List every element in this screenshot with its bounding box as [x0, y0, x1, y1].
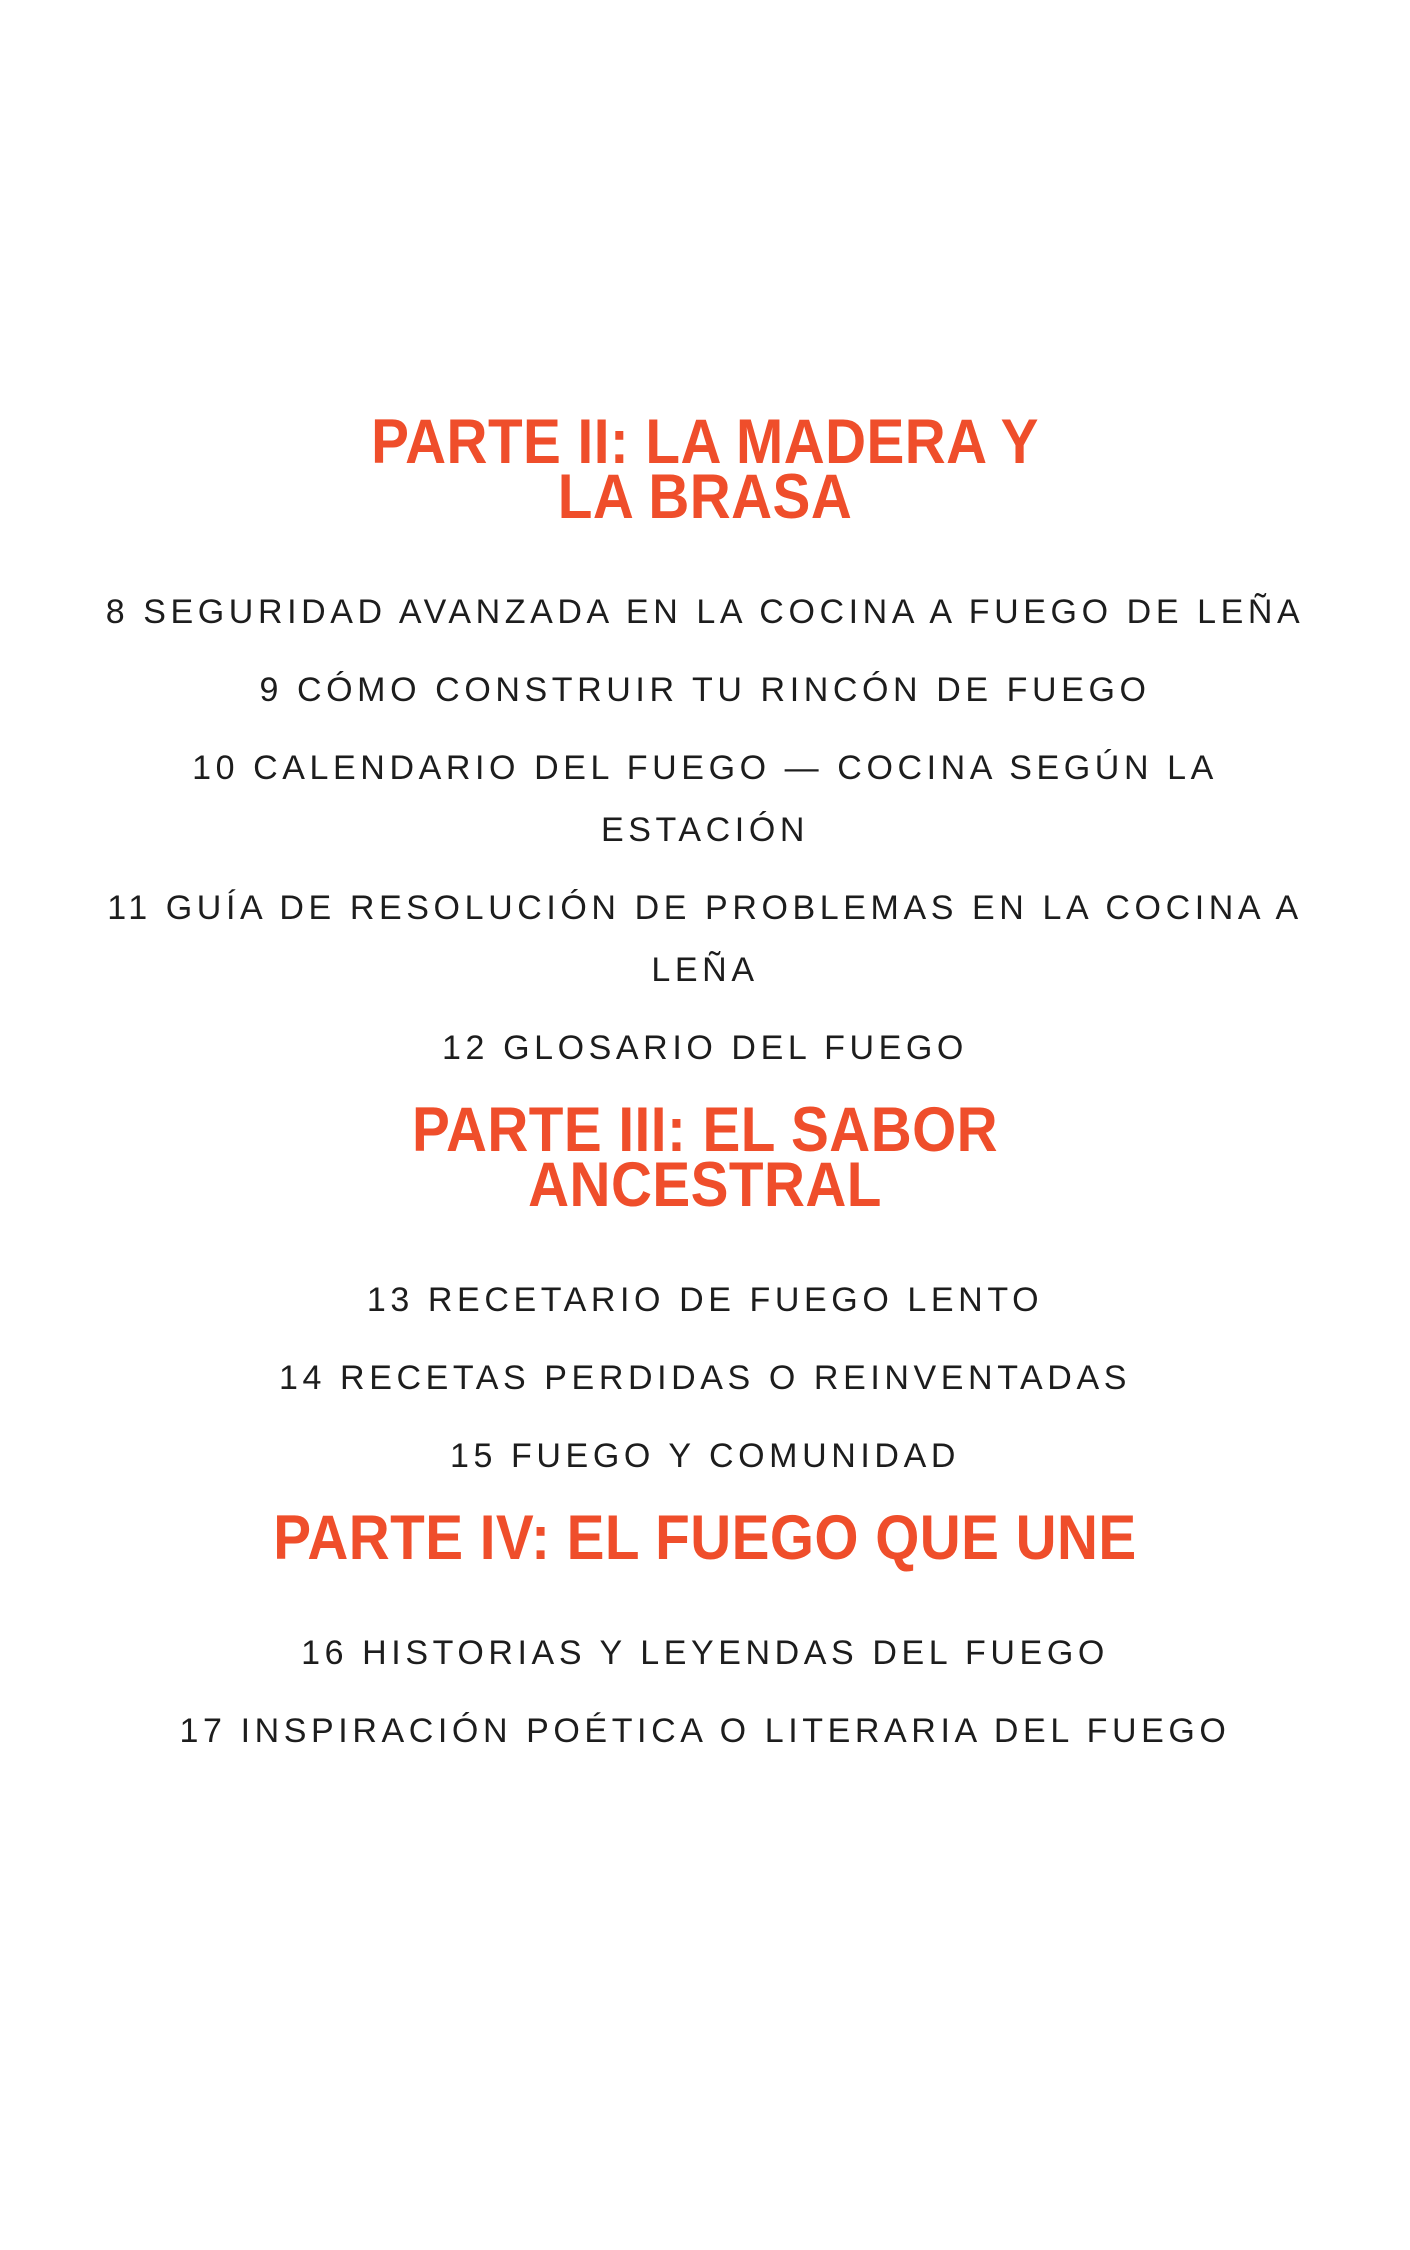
part-heading [71, 1095, 1340, 1220]
part-heading-line: ANCESTRAL [528, 1150, 882, 1220]
toc-item-line: 17 INSPIRACIÓN POÉTICA O LITERARIA DEL FUEGO [179, 1712, 1231, 1750]
toc-item [0, 877, 1410, 1001]
part-heading-line: PARTE IV: EL FUEGO QUE UNE [273, 1503, 1137, 1573]
toc-item [0, 1347, 1410, 1409]
part-heading-line: PARTE III: EL SABOR [411, 1095, 999, 1165]
toc-item-line: 8 SEGURIDAD AVANZADA EN LA COCINA A FUEGO DE LEÑA [105, 593, 1305, 631]
part-heading [71, 407, 1340, 532]
toc-item-line: 9 CÓMO CONSTRUIR TU RINCÓN DE FUEGO [259, 671, 1151, 709]
toc-item [0, 659, 1410, 721]
toc-item [0, 1622, 1410, 1684]
toc-item [0, 1700, 1410, 1762]
part-heading-line: LA BRASA [557, 462, 853, 532]
toc-item [0, 581, 1410, 643]
toc-item [0, 1425, 1410, 1487]
toc-item-line: 12 GLOSARIO DEL FUEGO [442, 1029, 968, 1067]
toc-item-line: 16 HISTORIAS Y LEYENDAS DEL FUEGO [301, 1634, 1109, 1672]
toc-item-line: LEÑA [651, 951, 759, 989]
toc-item [0, 1269, 1410, 1331]
toc-item-line: 15 FUEGO Y COMUNIDAD [450, 1437, 960, 1475]
toc-item-line: 10 CALENDARIO DEL FUEGO — COCINA SEGÚN LA [192, 749, 1218, 787]
toc-item-line: 13 RECETARIO DE FUEGO LENTO [366, 1281, 1044, 1319]
toc-item-line: 14 RECETAS PERDIDAS O REINVENTADAS [279, 1359, 1131, 1397]
part-heading [71, 1503, 1340, 1573]
part-heading-line: PARTE II: LA MADERA Y [371, 407, 1039, 477]
toc-item-line: ESTACIÓN [601, 811, 809, 849]
toc-item [0, 1017, 1410, 1079]
toc-item [0, 737, 1410, 861]
toc-item-line: 11 GUÍA DE RESOLUCIÓN DE PROBLEMAS EN LA COCINA A [107, 889, 1303, 927]
